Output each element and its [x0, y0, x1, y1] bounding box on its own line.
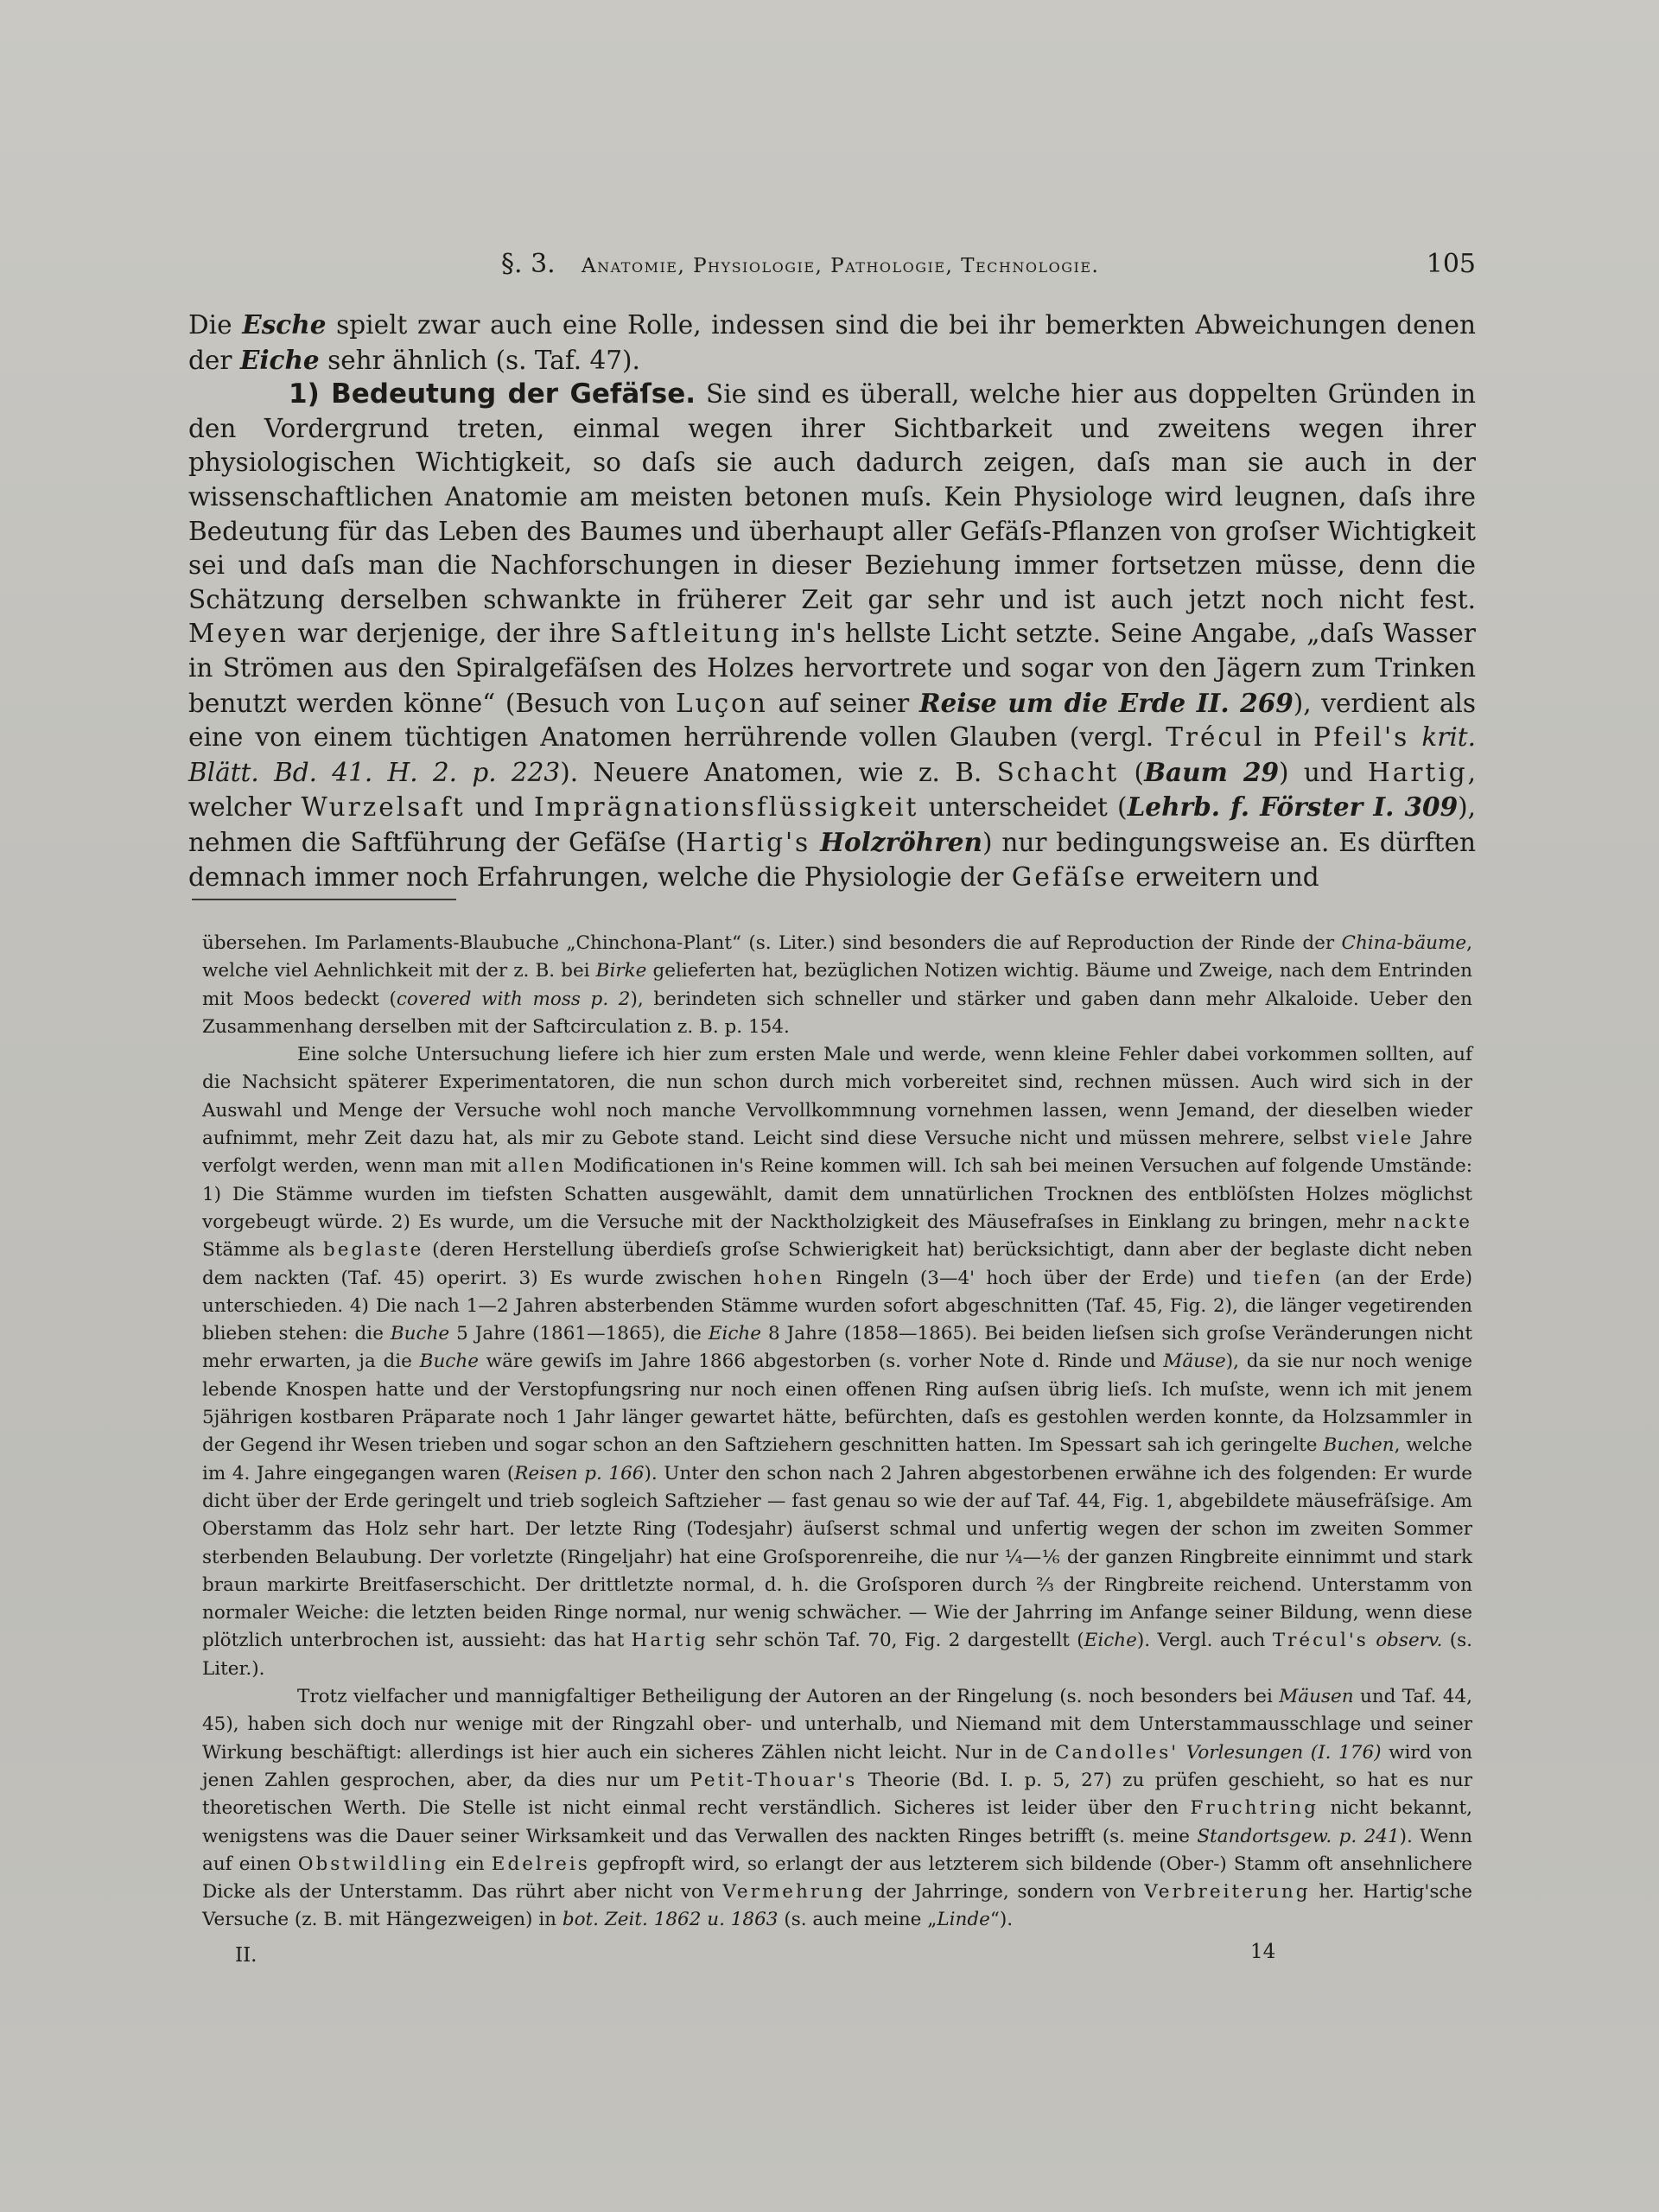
note-paragraph-1 — [202, 930, 1472, 1041]
italic-term: Eiche — [239, 344, 320, 375]
text: Eine solche Untersuchung liefere ich hier zum ersten Male und werde, wenn kleine Fehler dabei vorkommen sollten, auf die Nachsicht späterer Experimentatoren, die nun schon durch mich vorbereitet sind, rechnen müssen. Auch wird sich in der Auswahl und Menge der Versuche wohl noch manche Vervollkommnung vornehmen lassen, wenn Jemand, der dieselben wieder aufnimmt, mehr Zeit dazu hat, als mir zu Gebote stand. Leicht sind diese Versuche nicht und müssen mehrere, selbst — [202, 1044, 1472, 1150]
spaced-name: Trécul — [1166, 722, 1265, 753]
spaced-term: viele — [1357, 1128, 1414, 1150]
text: Ringeln (3—4' hoch über der Erde) und — [824, 1267, 1254, 1289]
text: her. Hartig'sche Versuche (z. B. mit Hängezweigen) in — [202, 1881, 1472, 1931]
note-paragraph-2 — [202, 1041, 1472, 1683]
footnotes — [202, 930, 1472, 1935]
text: (s. Liter.). — [202, 1630, 1473, 1680]
text: ), berindeten sich schneller und stärker und gaben dann mehr Alkaloide. Ueber den Zusammenhang derselben mit der Saftcirculation z. B. p. 154. — [202, 988, 1472, 1038]
text: ) und — [1279, 757, 1369, 787]
spaced-term: Gefäſse — [1011, 861, 1128, 892]
spaced-name: Trécul's — [1272, 1630, 1369, 1652]
spaced-term: Wurzelsaft — [301, 792, 466, 823]
italic-term: Buche — [419, 1351, 479, 1373]
italic-term: Mäusen — [1279, 1686, 1354, 1708]
text: (deren Herstellung überdieſs groſse Schwierigkeit hat) berücksichtigt, dann aber der beglaste dicht neben dem nackten (Taf. 45) operirt. 3) Es wurde zwischen — [202, 1239, 1472, 1289]
italic-term: Linde — [937, 1909, 990, 1931]
footnote-separator — [192, 899, 456, 900]
italic-term: Eiche — [1084, 1630, 1137, 1652]
text: übersehen. Im Parlaments-Blaubuche „Chinchona-Plant“ (s. Liter.) sind besonders die auf Reproduction der Rinde der — [202, 932, 1342, 954]
italic-citation: bot. Zeit. 1862 u. 1863 — [562, 1909, 779, 1931]
text: (an der Erde) unterschieden. 4) Die nach 1—2 Jahren absterbenden Stämme wurden sofort abgeschnitten (Taf. 45, Fig. 2), die länger vegetirenden blieben stehen: die — [202, 1267, 1472, 1345]
italic-citation: Baum 29 — [1144, 756, 1280, 787]
italic-term: Eiche — [708, 1323, 761, 1345]
italic-term: Buchen — [1323, 1434, 1395, 1457]
text: 8 Jahre (1858—1865). Bei beiden lieſsen sich groſse Veränderungen nicht mehr erwarten, ja die — [202, 1323, 1472, 1373]
section-heading: 1) Bedeutung der Gefäſse. — [289, 378, 696, 410]
text: , welche im 4. Jahre eingegangen waren ( — [202, 1434, 1472, 1484]
text: unterscheidet ( — [918, 792, 1128, 823]
italic-citation: observ. — [1376, 1630, 1443, 1652]
text: in — [1264, 722, 1313, 753]
page-number: 105 — [1426, 249, 1476, 279]
spaced-term: allen — [507, 1155, 567, 1178]
italic-citation: Reisen p. 166 — [514, 1462, 645, 1484]
spaced-name: Petit-Thouar's — [690, 1769, 858, 1791]
italic-citation: Vorlesungen (I. 176) — [1185, 1741, 1382, 1764]
text: Jahre verfolgt werden, wenn man mit — [202, 1128, 1473, 1178]
text: sehr schön Taf. 70, Fig. 2 dargestellt ( — [708, 1630, 1084, 1652]
italic-term: Mäuse — [1163, 1351, 1226, 1373]
italic-citation: Standortsgew. p. 241 — [1197, 1825, 1400, 1847]
text: Die — [188, 310, 243, 340]
italic-citation: Reise um die Erde II. 269 — [918, 687, 1294, 718]
main-paragraph-2 — [188, 378, 1476, 894]
spaced-name: Hartig — [631, 1630, 709, 1652]
italic-citation: covered with moss p. 2 — [396, 988, 631, 1010]
text: wird von jenen Zahlen gesprochen, aber, da dies nur um — [202, 1741, 1472, 1791]
section-number: §. 3. — [501, 249, 556, 279]
italic-term: China-bäume — [1341, 932, 1467, 954]
text: ) nur bedingungsweise an. Es dürften demnach immer noch Erfahrungen, welche die Physiologie der — [188, 827, 1476, 892]
text: gelieferten hat, bezüglichen Notizen wichtig. Bäume und Zweige, nach dem Entrinden mit Moos bedeckt ( — [202, 960, 1472, 1010]
text — [810, 828, 820, 857]
text: sehr ähnlich (s. Taf. 47). — [319, 345, 640, 375]
text: ), verdient als eine von einem tüchtigen Anatomen herrührende vollen Glauben (vergl. — [188, 688, 1476, 753]
spaced-term: nackte — [1393, 1211, 1472, 1233]
text: Theorie (Bd. I. p. 5, 27) zu prüfen geschieht, so hat es nur theoretischen Werth. Die Stelle ist nicht einmal recht verständlich. Sicheres ist leider über den — [202, 1769, 1472, 1820]
text: war derjenige, der ihre — [288, 619, 610, 649]
spaced-term: Verbreiterung — [1144, 1881, 1311, 1904]
text: “). — [989, 1909, 1014, 1931]
italic-citation: Lehrb. f. Förster I. 309 — [1127, 791, 1459, 823]
main-paragraph-1 — [188, 308, 1476, 378]
note-paragraph-3 — [202, 1683, 1472, 1935]
spaced-term: beglaste — [322, 1239, 424, 1262]
text: gepfropft wird, so erlangt der aus letzterem sich bildende (Ober-) Stamm oft ansehnlichere Dicke als der Unterstamm. Das rührt aber nicht von — [202, 1853, 1473, 1904]
text — [1409, 722, 1421, 752]
spaced-name: Hartig's — [685, 827, 811, 857]
text: wäre gewiſs im Jahre 1866 abgestorben (s. vorher Note d. Rinde und — [478, 1351, 1164, 1373]
spaced-name: Candolles' — [1054, 1741, 1179, 1764]
page-footer — [235, 1941, 1276, 1975]
spaced-name: Pfeil's — [1313, 722, 1410, 753]
spaced-term: hohen — [753, 1267, 825, 1289]
italic-term: Birke — [595, 960, 647, 982]
text: Trotz vielfacher und mannigfaltiger Betheiligung der Autoren an der Ringelung (s. noch besonders bei — [297, 1686, 1280, 1708]
spaced-term: Vermehrung — [722, 1881, 866, 1904]
text: ). Neuere Anatomen, wie z. B. — [560, 757, 997, 787]
spaced-term: Edelreis — [491, 1853, 590, 1875]
spaced-term: Obstwildling — [297, 1853, 449, 1875]
running-title: Anatomie, Physiologie, Pathologie, Technologie. — [582, 255, 1100, 277]
spaced-name: Hartig — [1368, 757, 1468, 787]
text: ein — [448, 1853, 492, 1875]
text: ). Unter den schon nach 2 Jahren abgestorbenen erwähne ich des folgenden: Er wurde dicht über der Erde geringelt und trieb sogleich Saftzieher — fast genau so wie der auf Taf. 44, Fig. 1, abgebildete mäusefräſsige. Am Oberstamm das Holz sehr hart. Der letzte Ring (Todesjahr) äuſserst schmal und unfertig wegen der schon im zweiten Sommer sterbenden Belaubung. Der vorletzte (Ringeljahr) hat eine Groſsporenreihe, die nur ¼—⅙ der ganzen Ringbreite einnimmt und stark braun markirte Breitfaserschicht. Der drittletzte normal, d. h. die Groſsporen durch ⅔ der Ringbreite reichend. Unterstamm von normaler Weiche: die letzten beiden Ringe normal, nur wenig schwächer. — Wie der Jahrring im Anfange seiner Bildung, wenn diese plötzlich unterbrochen ist, aussieht: das hat — [202, 1462, 1472, 1652]
spaced-name: Meyen — [188, 619, 289, 649]
text: erweitern und — [1127, 861, 1319, 892]
text: , welcher — [188, 757, 1476, 823]
text: Stämme als — [202, 1239, 323, 1262]
text — [1179, 1742, 1186, 1764]
volume-signature: II. — [235, 1944, 257, 1967]
text: 5 Jahre (1861—1865), die — [449, 1323, 709, 1345]
spaced-term: tiefen — [1253, 1267, 1324, 1289]
text: ). Wenn auf einen — [202, 1825, 1473, 1875]
sheet-signature: 14 — [1250, 1941, 1276, 1963]
text: Modificationen in's Reine kommen will. Ich sah bei meinen Versuchen auf folgende Umstände: 1) Die Stämme wurden im tiefsten Schatten ausgewählt, damit dem unnatürlichen Trocknen des entblöſsten Holzes möglichst vorgebeugt würde. 2) Es wurde, um die Versuche mit der Nacktholzigkeit des Mäusefraſses in Einklang zu bringen, mehr — [202, 1155, 1472, 1233]
spaced-term: Saftleitung — [609, 619, 782, 649]
text: der Jahrringe, sondern von — [865, 1881, 1145, 1904]
text: nicht bekannt, wenigstens was die Dauer seiner Wirksamkeit und das Verwallen des nackten Ringes betrifft (s. meine — [202, 1797, 1472, 1847]
spaced-name: Luçon — [675, 688, 768, 718]
text: ). Vergl. auch — [1136, 1630, 1273, 1652]
spaced-term: Fruchtring — [1190, 1797, 1319, 1820]
spaced-term: Imprägnationsflüssigkeit — [533, 792, 919, 823]
text: ), nehmen die Saftführung der Gefäſse ( — [188, 792, 1476, 857]
running-header — [188, 245, 1476, 283]
text: , welche viel Aehnlichkeit mit der z. B. bei — [202, 932, 1472, 982]
italic-term: Buche — [390, 1323, 450, 1345]
text: ( — [1119, 757, 1145, 787]
text: (s. auch meine „ — [778, 1909, 938, 1931]
text: Sie sind es überall, welche hier aus doppelten Gründen in den Vordergrund treten, einmal wegen ihrer Sichtbarkeit und zweitens wegen ihrer physiologischen Wichtigkeit, so daſs sie auch dadurch zeigen, daſs man sie auch in der wissenschaftlichen Anatomie am meisten betonen muſs. Kein Physiologe wird leugnen, daſs ihre Bedeutung für das Leben des Baumes und überhaupt aller Gefäſs-Pflanzen von groſser Wichtigkeit sei und daſs man die Nachforschungen in dieser Beziehung immer fortsetzen müsse, denn die Schätzung derselben schwankte in früherer Zeit gar sehr und ist auch jetzt noch nicht fest. — [188, 379, 1477, 614]
text: auf seiner — [767, 688, 919, 718]
italic-term: Holzröhren — [820, 826, 982, 857]
main-text — [188, 308, 1476, 894]
text: in's hellste Licht setzte. Seine Angabe, „daſs Wasser in Strömen aus den Spiralgefäſsen des Holzes hervortrete und sogar von den Jägern zum Trinken benutzt werden könne“ (Besuch von — [188, 619, 1476, 718]
text — [1369, 1630, 1376, 1651]
text: und — [465, 792, 534, 823]
text: spielt zwar auch eine Rolle, indessen sind die bei ihr bemerkten Abweichungen denen der — [188, 310, 1477, 375]
italic-term: Esche — [242, 309, 327, 340]
italic-citation: krit. Blätt. Bd. 41. H. 2. p. 223 — [188, 722, 1476, 787]
spaced-name: Schacht — [996, 757, 1120, 787]
text: ), da sie nur noch wenige lebende Knospen hatte und der Verstopfungsring nur noch einen offenen Ring auſsen übrig lieſs. Ich muſste, wenn ich mit jenem 5jährigen kostbaren Präparate noch 1 Jahr länger gewartet hätte, befürchten, daſs es gestohlen werden konnte, da Holzsammler in der Gegend ihr Wesen trieben und sogar schon an den Saftziehern geschnitten hatten. Im Spessart sah ich geringelte — [202, 1351, 1472, 1457]
text: und Taf. 44, 45), haben sich doch nur wenige mit der Ringzahl ober- und unterhalb, und Niemand mit dem Unterstammausschlage und seiner Wirkung beschäftigt: allerdings ist hier auch ein sicheres Zählen nicht leicht. Nur in de — [202, 1686, 1472, 1764]
